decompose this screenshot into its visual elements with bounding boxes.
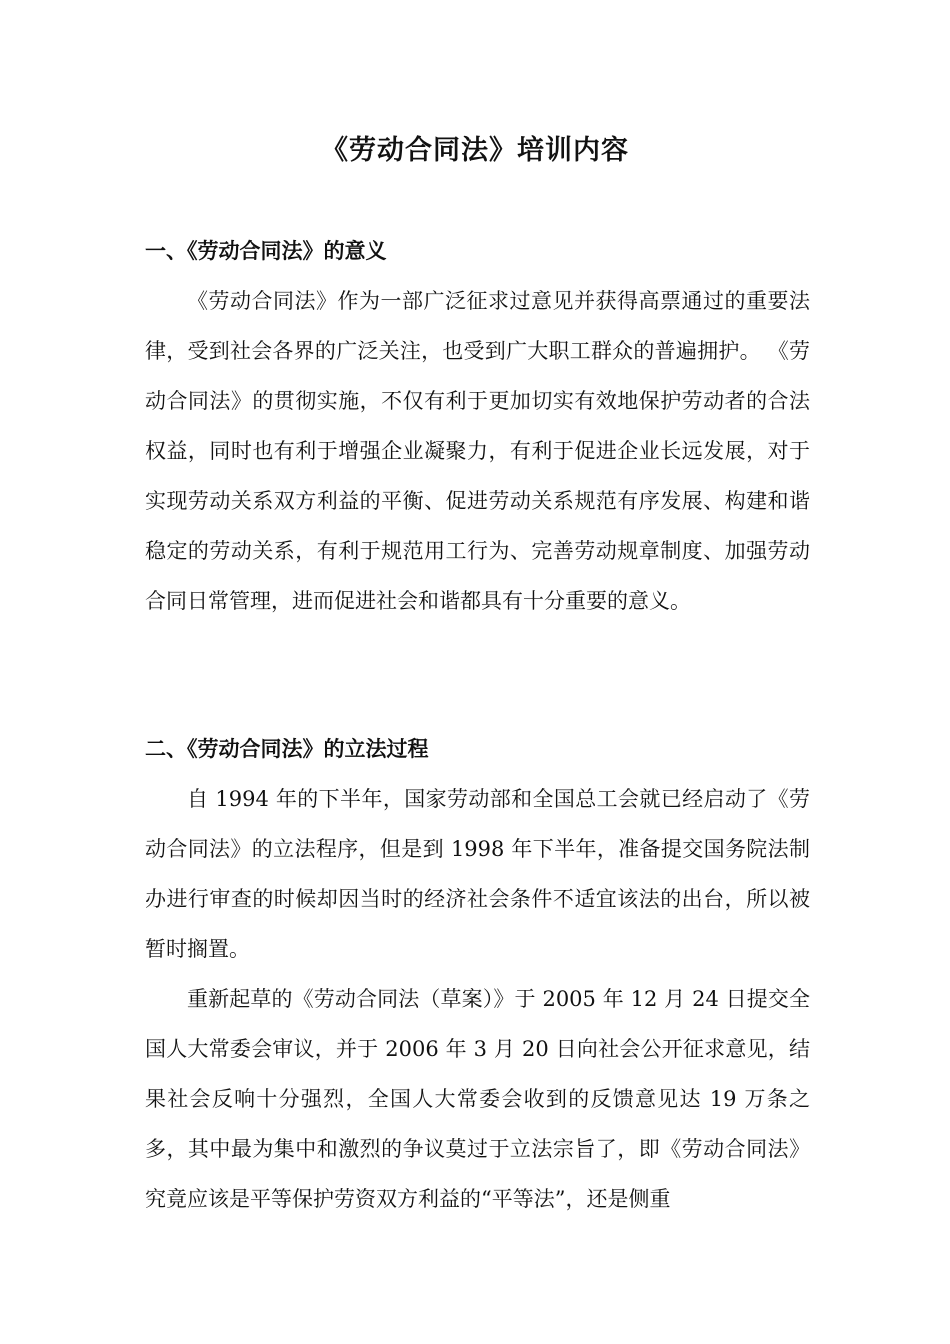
paragraph-legislative-process-2: 重新起草的《劳动合同法（草案）》于 2005 年 12 月 24 日提交全国人大常委会审议，并于 2006 年 3 月 20 日向社会公开征求意见，结果社会反响十分强烈，全国人大常委会收到的反馈意见达 19 万条之多，其中最为集中和激烈的争议莫过于立法宗旨了，即《劳动合同法》究竟应该是平等保护劳资双方利益的“平等法”，还是侧重	[145, 987, 810, 1211]
paragraph-significance: 《劳动合同法》作为一部广泛征求过意见并获得高票通过的重要法律，受到社会各界的广泛关注，也受到广大职工群众的普遍拥护。 《劳动合同法》的贯彻实施，不仅有利于更加切实有效地保护劳动者的合法权益，同时也有利于增强企业凝聚力，有利于促进企业长远发展，对于实现劳动关系双方利益的平衡、促进劳动关系规范有序发展、构建和谐稳定的劳动关系，有利于规范用工行为、完善劳动规章制度、加强劳动合同日常管理，进而促进社会和谐都具有十分重要的意义。	[145, 289, 810, 613]
section-heading-significance: 一、《劳动合同法》的意义	[145, 239, 387, 263]
section-heading-legislative-process: 二、《劳动合同法》的立法过程	[145, 737, 429, 761]
paragraph-legislative-process-1: 自 1994 年的下半年，国家劳动部和全国总工会就已经启动了《劳动合同法》的立法程序，但是到 1998 年下半年，准备提交国务院法制办进行审查的时候却因当时的经济社会条件不适宜该法的出台，所以被暂时搁置。	[145, 787, 810, 961]
document-title: 《劳动合同法》培训内容	[321, 135, 629, 166]
